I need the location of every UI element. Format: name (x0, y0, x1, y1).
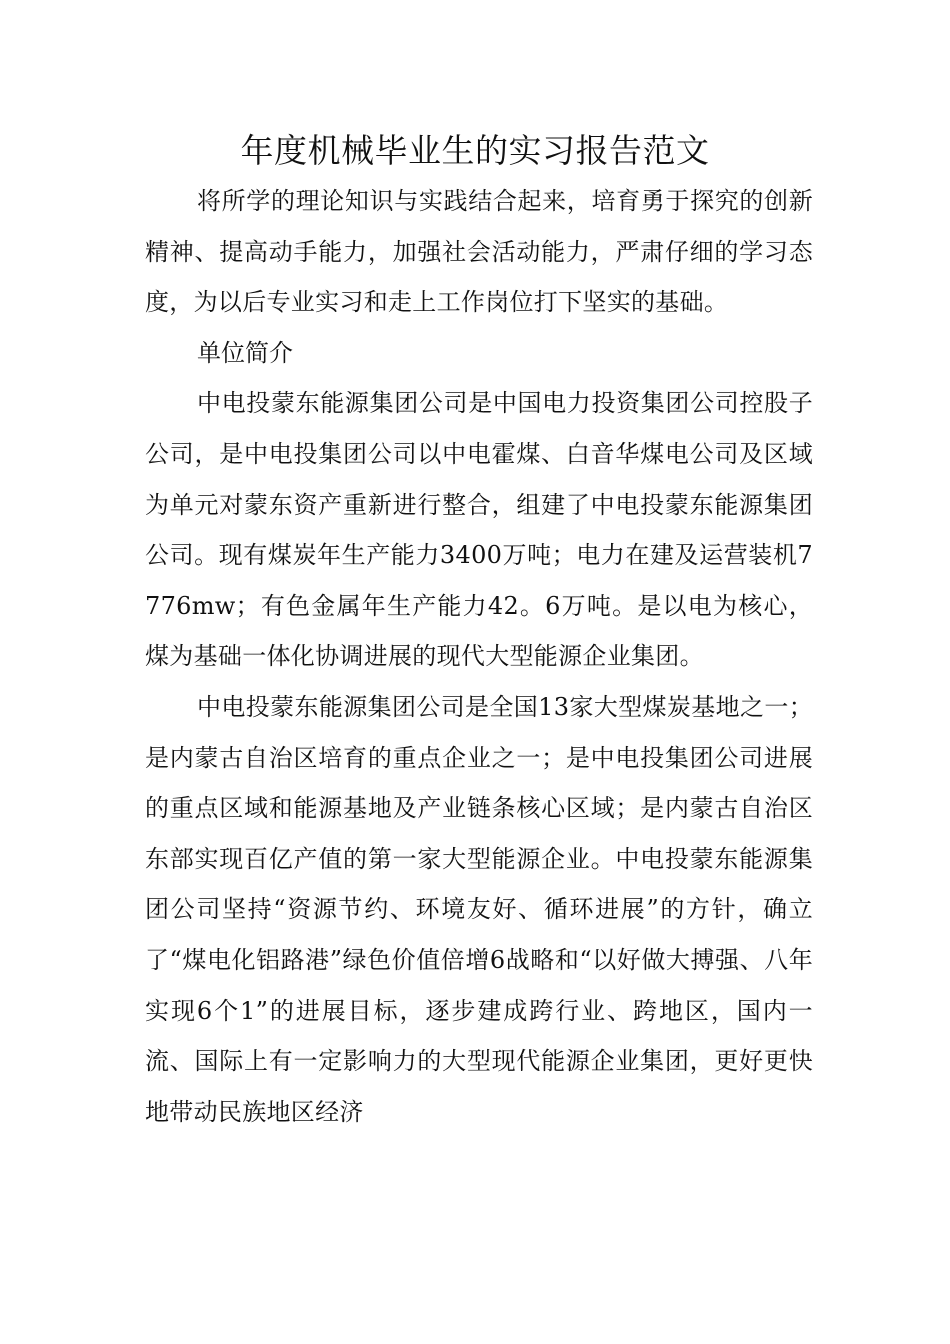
intro-paragraph: 将所学的理论知识与实践结合起来，培育勇于探究的创新精神、提高动手能力，加强社会活动能力，严肃仔细的学习态度，为以后专业实习和走上工作岗位打下坚实的基础。 (145, 187, 813, 317)
document-title: 年度机械毕业生的实习报告范文 (240, 131, 710, 170)
document-body (145, 176, 813, 1137)
company-intro-paragraph: 中电投蒙东能源集团公司是中国电力投资集团公司控股子公司，是中电投集团公司以中电霍煤、白音华煤电公司及区域为单元对蒙东资产重新进行整合，组建了中电投蒙东能源集团公司。现有煤炭年生产能力3400万吨；电力在建及运营装机7776mw；有色金属年生产能力42。6万吨。是以电为核心，煤为基础一体化协调进展的现代大型能源企业集团。 (145, 389, 813, 671)
company-detail-paragraph: 中电投蒙东能源集团公司是全国13家大型煤炭基地之一；是内蒙古自治区培育的重点企业之一；是中电投集团公司进展的重点区域和能源基地及产业链条核心区域；是内蒙古自治区东部实现百亿产值的第一家大型能源企业。中电投蒙东能源集团公司坚持“资源节约、环境友好、循环进展”的方针，确立了“煤电化铝路港”绿色价值倍增6战略和“以好做大搏强、八年实现6个1”的进展目标，逐步建成跨行业、跨地区，国内一流、国际上有一定影响力的大型现代能源企业集团，更好更快地带动民族地区经济 (145, 692, 813, 1126)
section-heading: 单位简介 (197, 338, 293, 367)
